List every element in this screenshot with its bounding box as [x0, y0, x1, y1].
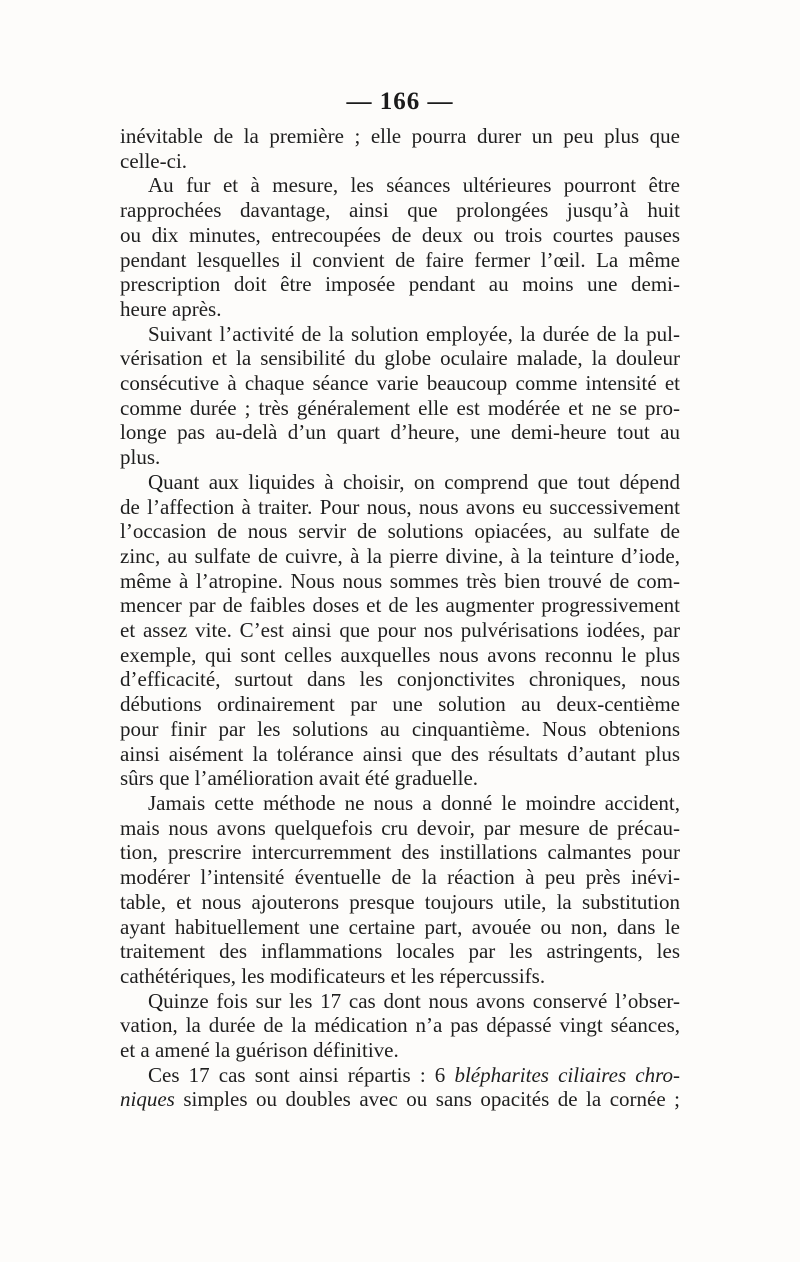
text-line: ayant habituellement une certaine part, avouée ou non, dans le	[120, 914, 680, 939]
text-line: modérer l’intensité éventuelle de la réaction à peu près inévi-	[120, 865, 680, 890]
text-line	[120, 1087, 680, 1112]
page-number: — 166 —	[346, 88, 454, 115]
text-line: zinc, au sulfate de cuivre, à la pierre divine, à la teinture d’iode,	[120, 543, 680, 568]
text-line: mencer par de faibles doses et de les augmenter progressivement	[120, 593, 680, 618]
italic-run: niques	[120, 1087, 175, 1112]
paragraph-7	[120, 1063, 680, 1112]
text-line: pendant lesquelles il convient de faire fermer l’œil. La même	[120, 247, 680, 272]
text-run: Ces 17 cas sont ainsi répartis : 6	[148, 1062, 455, 1087]
text-line: Suivant l’activité de la solution employée, la durée de la pul-	[148, 321, 680, 346]
text-line: plus.	[120, 445, 161, 470]
text-line: table, et nous ajouterons presque toujours utile, la substitution	[120, 889, 680, 914]
text-line: l’occasion de nous servir de solutions opiacées, au sulfate de	[120, 519, 680, 544]
text-line: de l’affection à traiter. Pour nous, nous avons eu successivement	[120, 494, 680, 519]
text-line: heure après.	[120, 296, 222, 321]
text-line: et assez vite. C’est ainsi que pour nos pulvérisations iodées, par	[120, 618, 680, 643]
text-line: sûrs que l’amélioration avait été graduelle.	[120, 766, 479, 791]
text-line: vation, la durée de la médication n’a pas dépassé vingt séances,	[120, 1013, 680, 1038]
italic-run: blépharites ciliaires chro-	[454, 1062, 680, 1087]
text-line: prescription doit être imposée pendant au moins une demi-	[120, 272, 680, 297]
text-line: longe pas au-delà d’un quart d’heure, une demi-heure tout au	[120, 420, 680, 445]
text-line: tion, prescrire intercurremment des instillations calmantes pour	[120, 840, 680, 865]
text-line: Quant aux liquides à choisir, on comprend que tout dépend	[148, 469, 680, 494]
text-line: vérisation et la sensibilité du globe oculaire malade, la douleur	[120, 346, 680, 371]
paragraph-2	[120, 173, 680, 321]
text-line: Jamais cette méthode ne nous a donné le moindre accident,	[148, 790, 680, 815]
text-line: même à l’atropine. Nous nous sommes très bien trouvé de com-	[120, 568, 680, 593]
text-line: Quinze fois sur les 17 cas dont nous avons conservé l’obser-	[148, 988, 680, 1013]
text-line: celle-ci.	[120, 148, 188, 173]
text-line: comme durée ; très généralement elle est modérée et ne se pro-	[120, 395, 680, 420]
text-line: ainsi aisément la tolérance ainsi que des résultats d’autant plus	[120, 741, 680, 766]
paragraph-3	[120, 322, 680, 470]
text-line: consécutive à chaque séance varie beaucoup comme intensité et	[120, 371, 680, 396]
text-line	[120, 1063, 680, 1088]
text-line: rapprochées davantage, ainsi que prolongées jusqu’à huit	[120, 198, 680, 223]
body-text	[120, 124, 680, 1112]
text-line: inévitable de la première ; elle pourra durer un peu plus que	[120, 124, 680, 148]
paragraph-1	[120, 124, 680, 173]
text-line: exemple, qui sont celles auxquelles nous avons reconnu le plus	[120, 642, 680, 667]
text-line: ou dix minutes, entrecoupées de deux ou trois courtes pauses	[120, 222, 680, 247]
text-line: traitement des inflammations locales par les astringents, les	[120, 939, 680, 964]
text-line: pour finir par les solutions au cinquantième. Nous obtenions	[120, 716, 680, 741]
text-line: et a amené la guérison définitive.	[120, 1038, 399, 1063]
text-line: mais nous avons quelquefois cru devoir, par mesure de précau-	[120, 815, 680, 840]
text-line: Au fur et à mesure, les séances ultérieures pourront être	[148, 173, 680, 198]
text-line: d’efficacité, surtout dans les conjonctivites chroniques, nous	[120, 667, 680, 692]
text-run: simples ou doubles avec ou sans opacités de la cornée ;	[174, 1087, 680, 1112]
text-line: cathétériques, les modificateurs et les répercussifs.	[120, 963, 546, 988]
paragraph-5	[120, 791, 680, 989]
paragraph-4	[120, 470, 680, 791]
paragraph-6	[120, 989, 680, 1063]
text-line: débutions ordinairement par une solution au deux-centième	[120, 692, 680, 717]
